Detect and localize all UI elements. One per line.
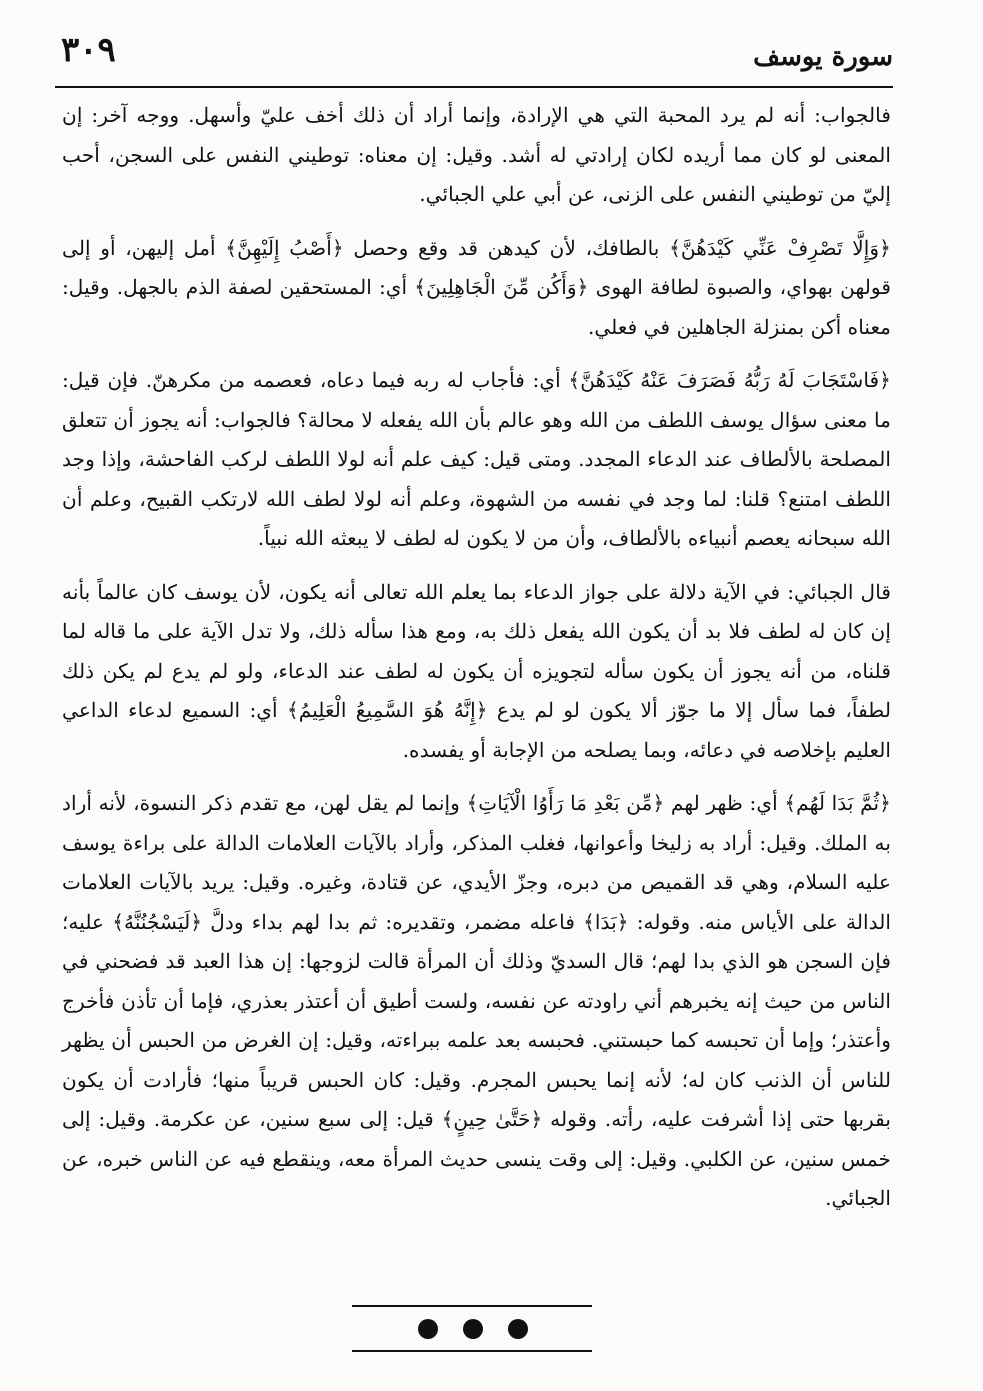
paragraph: ﴿فَاسْتَجَابَ لَهُ رَبُّهُ فَصَرَفَ عَنْهُ كَيْدَهُنَّ﴾ أي: فأجاب له ربه فيما دعاه، فعصمه من مكرهنّ. فإن قيل: ما معنى سؤال يوسف اللطف من الله وهو عالم بأن الله يفعله لا محالة؟ فالجواب: أنه يجوز أن تتعلق المصلحة بالألطاف عند الدعاء المجدد. ومتى قيل: كيف علم أنه لولا اللطف لركب الفاحشة، وإذا وجد اللطف امتنع؟ قلنا: لما وجد في نفسه من الشهوة، وعلم أنه لولا لطف الله لارتكب القبيح، وعلم أن الله سبحانه يعصم أنبياءه بالألطاف، وأن من لا يكون له لطف لا يبعثه الله نبياً. xyxy=(62,368,891,550)
footer-divider-top xyxy=(352,1305,592,1307)
page-number: ٣٠٩ xyxy=(61,30,116,70)
ornament-dot xyxy=(418,1319,438,1339)
surah-title: سورة يوسف xyxy=(753,42,893,72)
header-divider xyxy=(55,86,893,88)
paragraph: قال الجبائي: في الآية دلالة على جواز الدعاء بما يعلم الله تعالى أنه يكون، لأن يوسف كان عالماً بأنه إن كان له لطف فلا بد أن يكون الله يفعل ذلك به، ومع هذا سأله ذلك، ولا تدل الآية على ما قاله لما قلناه، من أنه يجوز أن يكون سأله لتجويزه أن يكون له لطف عند الدعاء، ولو لم يدع لم يكن ذلك لطفاً، فما سأل إلا ما جوّز ألا يكون لو لم يدع ﴿إِنَّهُ هُوَ السَّمِيعُ الْعَلِيمُ﴾ أي: السميع لدعاء الداعي العليم بإخلاصه في دعائه، وبما يصلحه من الإجابة أو يفسده. xyxy=(62,579,891,762)
ornament-dot xyxy=(463,1319,483,1339)
paragraph: ﴿ثُمَّ بَدَا لَهُم﴾ أي: ظهر لهم ﴿مِّن بَعْدِ مَا رَأَوُا الْآيَاتِ﴾ وإنما لم يقل لهن، مع تقدم ذكر النسوة، لأنه أراد به الملك. وقيل: أراد به زليخا وأعوانها، فغلب المذكر، وأراد بالآيات العلامات الدالة على براءة يوسف عليه السلام، وهي قد القميص من دبره، وجزّ الأيدي، عن قتادة، وغيره. وقيل: يريد بالآيات العلامات الدالة على الأياس منه. وقوله: ﴿بَدَا﴾ فاعله مضمر، وتقديره: ثم بدا لهم بداء ودلَّ ﴿لَيَسْجُنُنَّهُ﴾ عليه؛ فإن السجن هو الذي بدا لهم؛ قال السديّ وذلك أن المرأة قالت لزوجها: إن هذا العبد قد فضحني في الناس من حيث إنه يخبرهم أني راودته عن نفسه، ولست أطيق أن أعتذر بعذري، فإما أن تأذن فأخرج وأعتذر؛ وإما أن تحبسه كما حبستني. فحبسه بعد علمه ببراءته، وقيل: إن الغرض من الحبس أن يظهر للناس أن الذنب كان له؛ لأنه إنما يحبس المجرم. وقيل: كان الحبس قريباً منها؛ فأرادت أن يكون بقربها حتى إذا أشرفت عليه، رأته. وقوله ﴿حَتَّىٰ حِينٍ﴾ قيل: إلى سبع سنين، عن عكرمة. وقيل: إلى خمس سنين، عن الكلبي. وقيل: إلى وقت ينسى حديث المرأة معه، وينقطع فيه عن الناس خبره، عن الجبائي. xyxy=(62,791,891,1210)
section-end-ornament xyxy=(418,1316,528,1342)
page-body xyxy=(62,96,891,1219)
footer-divider-bottom xyxy=(352,1350,592,1352)
paragraph: فالجواب: أنه لم يرد المحبة التي هي الإرادة، وإنما أراد أن ذلك أخف عليّ وأسهل. ووجه آخر: إن المعنى لو كان مما أريده لكان إرادتي له أشد. وقيل: إن معناه: توطيني النفس على السجن، أحب إليّ من توطيني النفس على الزنى، عن أبي علي الجبائي. xyxy=(62,103,891,206)
page-header xyxy=(55,28,893,78)
paragraph: ﴿وَإِلَّا تَصْرِفْ عَنِّي كَيْدَهُنَّ﴾ بالطافك، لأن كيدهن قد وقع وحصل ﴿أَصْبُ إِلَيْهِنَّ﴾ أمل إليهن، أو إلى قولهن بهواي، والصبوة لطافة الهوى ﴿وَأَكُن مِّنَ الْجَاهِلِينَ﴾ أي: المستحقين لصفة الذم بالجهل. وقيل: معناه أكن بمنزلة الجاهلين في فعلي. xyxy=(62,235,891,339)
ornament-dot xyxy=(508,1319,528,1339)
